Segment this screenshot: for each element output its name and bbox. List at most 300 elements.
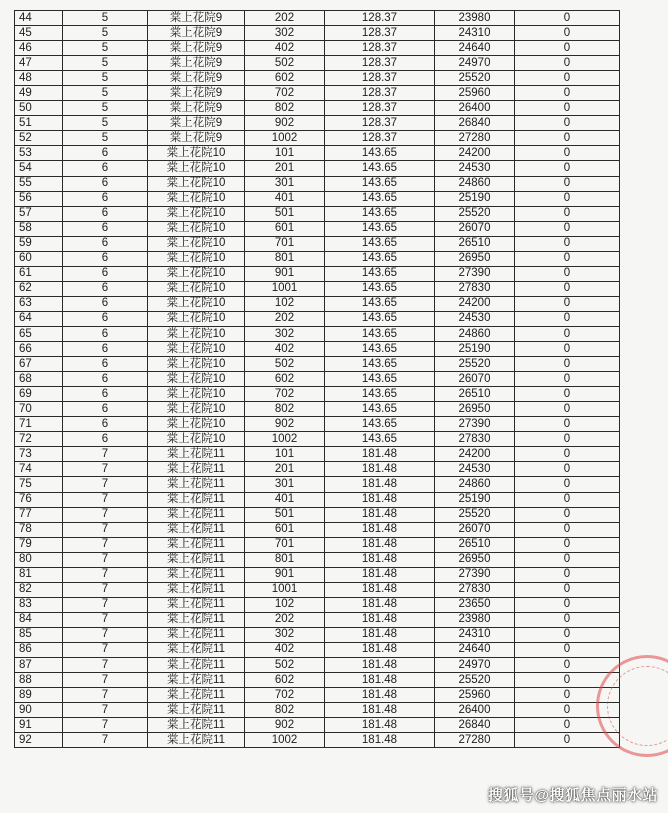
cell-extra-value: 0 [515, 432, 620, 447]
cell-area: 143.65 [325, 251, 435, 266]
cell-unit-price: 25520 [435, 673, 515, 688]
cell-row-number: 80 [15, 552, 63, 567]
cell-unit-number: 202 [245, 612, 325, 627]
cell-extra-value: 0 [515, 387, 620, 402]
cell-unit-number: 701 [245, 537, 325, 552]
table-row [15, 432, 620, 447]
cell-area: 181.48 [325, 522, 435, 537]
cell-project-name: 棠上花院10 [148, 387, 245, 402]
cell-unit-price: 23650 [435, 597, 515, 612]
cell-unit-price: 26510 [435, 537, 515, 552]
cell-building: 6 [63, 432, 148, 447]
cell-row-number: 57 [15, 206, 63, 221]
cell-area: 181.48 [325, 673, 435, 688]
cell-unit-price: 26510 [435, 387, 515, 402]
cell-unit-number: 801 [245, 552, 325, 567]
cell-extra-value: 0 [515, 56, 620, 71]
cell-extra-value: 0 [515, 417, 620, 432]
cell-area: 128.37 [325, 56, 435, 71]
cell-extra-value: 0 [515, 507, 620, 522]
cell-unit-price: 27830 [435, 281, 515, 296]
cell-row-number: 51 [15, 116, 63, 131]
cell-area: 143.65 [325, 357, 435, 372]
table-row [15, 522, 620, 537]
cell-unit-price: 24310 [435, 627, 515, 642]
cell-row-number: 78 [15, 522, 63, 537]
table-row [15, 296, 620, 311]
cell-unit-price: 27280 [435, 131, 515, 146]
cell-project-name: 棠上花院11 [148, 582, 245, 597]
cell-project-name: 棠上花院9 [148, 56, 245, 71]
cell-building: 7 [63, 537, 148, 552]
cell-building: 7 [63, 658, 148, 673]
cell-unit-price: 24530 [435, 462, 515, 477]
table-row [15, 507, 620, 522]
cell-building: 7 [63, 507, 148, 522]
cell-unit-number: 602 [245, 673, 325, 688]
table-row [15, 417, 620, 432]
cell-unit-price: 26510 [435, 236, 515, 251]
table-body [15, 11, 620, 748]
table-row [15, 101, 620, 116]
cell-unit-number: 902 [245, 417, 325, 432]
cell-area: 143.65 [325, 372, 435, 387]
cell-unit-price: 24860 [435, 326, 515, 341]
cell-project-name: 棠上花院11 [148, 718, 245, 733]
cell-unit-number: 702 [245, 688, 325, 703]
cell-extra-value: 0 [515, 86, 620, 101]
cell-building: 5 [63, 86, 148, 101]
cell-unit-number: 902 [245, 718, 325, 733]
cell-area: 181.48 [325, 492, 435, 507]
cell-area: 181.48 [325, 567, 435, 582]
cell-building: 6 [63, 387, 148, 402]
table-row [15, 447, 620, 462]
cell-unit-number: 202 [245, 311, 325, 326]
cell-unit-number: 501 [245, 507, 325, 522]
cell-row-number: 58 [15, 221, 63, 236]
cell-area: 181.48 [325, 447, 435, 462]
cell-extra-value: 0 [515, 357, 620, 372]
cell-building: 7 [63, 673, 148, 688]
cell-project-name: 棠上花院11 [148, 703, 245, 718]
cell-unit-number: 801 [245, 251, 325, 266]
table-row [15, 733, 620, 748]
cell-area: 128.37 [325, 11, 435, 26]
cell-project-name: 棠上花院10 [148, 342, 245, 357]
cell-extra-value: 0 [515, 146, 620, 161]
table-row [15, 11, 620, 26]
cell-building: 6 [63, 296, 148, 311]
cell-row-number: 65 [15, 326, 63, 341]
cell-unit-price: 25960 [435, 86, 515, 101]
cell-extra-value: 0 [515, 281, 620, 296]
table-row [15, 161, 620, 176]
cell-unit-price: 27280 [435, 733, 515, 748]
cell-unit-number: 602 [245, 71, 325, 86]
cell-area: 181.48 [325, 597, 435, 612]
cell-building: 7 [63, 582, 148, 597]
cell-area: 181.48 [325, 688, 435, 703]
cell-unit-price: 26070 [435, 221, 515, 236]
cell-building: 7 [63, 627, 148, 642]
cell-project-name: 棠上花院11 [148, 522, 245, 537]
table-row [15, 342, 620, 357]
cell-building: 7 [63, 567, 148, 582]
cell-building: 6 [63, 326, 148, 341]
table-row [15, 402, 620, 417]
cell-project-name: 棠上花院11 [148, 477, 245, 492]
cell-area: 181.48 [325, 718, 435, 733]
cell-project-name: 棠上花院10 [148, 417, 245, 432]
cell-row-number: 71 [15, 417, 63, 432]
cell-extra-value: 0 [515, 176, 620, 191]
cell-row-number: 48 [15, 71, 63, 86]
cell-extra-value: 0 [515, 688, 620, 703]
cell-unit-price: 26400 [435, 703, 515, 718]
cell-extra-value: 0 [515, 537, 620, 552]
cell-unit-price: 24860 [435, 477, 515, 492]
cell-row-number: 90 [15, 703, 63, 718]
cell-row-number: 73 [15, 447, 63, 462]
cell-row-number: 77 [15, 507, 63, 522]
cell-building: 6 [63, 251, 148, 266]
cell-unit-price: 26070 [435, 522, 515, 537]
cell-unit-number: 802 [245, 101, 325, 116]
cell-unit-number: 302 [245, 26, 325, 41]
cell-unit-number: 1002 [245, 131, 325, 146]
cell-extra-value: 0 [515, 703, 620, 718]
cell-row-number: 89 [15, 688, 63, 703]
cell-unit-number: 201 [245, 462, 325, 477]
table-row [15, 537, 620, 552]
cell-area: 181.48 [325, 733, 435, 748]
cell-unit-number: 101 [245, 447, 325, 462]
cell-unit-number: 102 [245, 296, 325, 311]
cell-row-number: 82 [15, 582, 63, 597]
cell-extra-value: 0 [515, 447, 620, 462]
cell-building: 7 [63, 492, 148, 507]
price-table [14, 10, 620, 748]
cell-project-name: 棠上花院10 [148, 191, 245, 206]
cell-area: 143.65 [325, 326, 435, 341]
cell-unit-price: 26070 [435, 372, 515, 387]
cell-building: 6 [63, 266, 148, 281]
cell-extra-value: 0 [515, 402, 620, 417]
cell-extra-value: 0 [515, 627, 620, 642]
cell-building: 5 [63, 71, 148, 86]
table-row [15, 146, 620, 161]
cell-project-name: 棠上花院10 [148, 402, 245, 417]
cell-project-name: 棠上花院9 [148, 41, 245, 56]
cell-area: 143.65 [325, 221, 435, 236]
cell-project-name: 棠上花院10 [148, 432, 245, 447]
cell-row-number: 92 [15, 733, 63, 748]
cell-extra-value: 0 [515, 733, 620, 748]
cell-project-name: 棠上花院10 [148, 311, 245, 326]
cell-unit-price: 27390 [435, 266, 515, 281]
table-row [15, 627, 620, 642]
cell-unit-number: 302 [245, 326, 325, 341]
cell-row-number: 56 [15, 191, 63, 206]
cell-unit-number: 601 [245, 221, 325, 236]
cell-area: 128.37 [325, 86, 435, 101]
cell-project-name: 棠上花院11 [148, 658, 245, 673]
cell-extra-value: 0 [515, 26, 620, 41]
cell-building: 6 [63, 402, 148, 417]
cell-extra-value: 0 [515, 342, 620, 357]
cell-row-number: 46 [15, 41, 63, 56]
cell-building: 5 [63, 26, 148, 41]
cell-unit-price: 25520 [435, 357, 515, 372]
cell-extra-value: 0 [515, 221, 620, 236]
cell-building: 7 [63, 642, 148, 657]
cell-unit-price: 24640 [435, 642, 515, 657]
cell-area: 143.65 [325, 146, 435, 161]
cell-project-name: 棠上花院10 [148, 251, 245, 266]
cell-extra-value: 0 [515, 11, 620, 26]
table-row [15, 372, 620, 387]
cell-row-number: 50 [15, 101, 63, 116]
cell-row-number: 91 [15, 718, 63, 733]
cell-unit-price: 23980 [435, 612, 515, 627]
cell-unit-number: 1002 [245, 733, 325, 748]
cell-building: 7 [63, 447, 148, 462]
table-row [15, 56, 620, 71]
cell-row-number: 88 [15, 673, 63, 688]
cell-area: 128.37 [325, 41, 435, 56]
cell-area: 143.65 [325, 296, 435, 311]
cell-row-number: 49 [15, 86, 63, 101]
cell-row-number: 81 [15, 567, 63, 582]
table-row [15, 191, 620, 206]
table-row [15, 688, 620, 703]
cell-project-name: 棠上花院11 [148, 688, 245, 703]
cell-area: 181.48 [325, 462, 435, 477]
cell-building: 5 [63, 41, 148, 56]
cell-extra-value: 0 [515, 462, 620, 477]
cell-extra-value: 0 [515, 326, 620, 341]
cell-extra-value: 0 [515, 116, 620, 131]
cell-project-name: 棠上花院10 [148, 221, 245, 236]
cell-unit-number: 401 [245, 191, 325, 206]
table-row [15, 718, 620, 733]
cell-extra-value: 0 [515, 71, 620, 86]
cell-extra-value: 0 [515, 522, 620, 537]
cell-unit-price: 25960 [435, 688, 515, 703]
cell-row-number: 69 [15, 387, 63, 402]
cell-extra-value: 0 [515, 236, 620, 251]
cell-area: 128.37 [325, 71, 435, 86]
cell-project-name: 棠上花院10 [148, 146, 245, 161]
cell-project-name: 棠上花院10 [148, 236, 245, 251]
cell-building: 7 [63, 552, 148, 567]
table-row [15, 41, 620, 56]
cell-area: 143.65 [325, 266, 435, 281]
table-row [15, 251, 620, 266]
table-row [15, 281, 620, 296]
cell-unit-number: 502 [245, 658, 325, 673]
cell-area: 181.48 [325, 477, 435, 492]
cell-building: 6 [63, 357, 148, 372]
cell-building: 7 [63, 522, 148, 537]
cell-unit-number: 301 [245, 477, 325, 492]
table-row [15, 357, 620, 372]
cell-row-number: 85 [15, 627, 63, 642]
table-row [15, 567, 620, 582]
cell-area: 143.65 [325, 281, 435, 296]
cell-extra-value: 0 [515, 612, 620, 627]
cell-unit-price: 27390 [435, 417, 515, 432]
cell-row-number: 86 [15, 642, 63, 657]
cell-project-name: 棠上花院11 [148, 537, 245, 552]
cell-unit-price: 24640 [435, 41, 515, 56]
cell-area: 128.37 [325, 116, 435, 131]
cell-unit-number: 1001 [245, 582, 325, 597]
cell-building: 6 [63, 191, 148, 206]
cell-row-number: 79 [15, 537, 63, 552]
cell-unit-number: 402 [245, 41, 325, 56]
table-row [15, 236, 620, 251]
cell-building: 5 [63, 131, 148, 146]
cell-project-name: 棠上花院10 [148, 281, 245, 296]
table-row [15, 86, 620, 101]
cell-unit-number: 601 [245, 522, 325, 537]
cell-building: 7 [63, 612, 148, 627]
cell-row-number: 67 [15, 357, 63, 372]
cell-area: 181.48 [325, 612, 435, 627]
table-row [15, 477, 620, 492]
cell-unit-price: 27830 [435, 582, 515, 597]
cell-row-number: 87 [15, 658, 63, 673]
cell-project-name: 棠上花院11 [148, 552, 245, 567]
cell-unit-price: 27830 [435, 432, 515, 447]
cell-unit-number: 301 [245, 176, 325, 191]
cell-unit-number: 802 [245, 703, 325, 718]
cell-unit-number: 402 [245, 642, 325, 657]
cell-row-number: 83 [15, 597, 63, 612]
cell-extra-value: 0 [515, 266, 620, 281]
cell-unit-price: 27390 [435, 567, 515, 582]
cell-building: 6 [63, 372, 148, 387]
cell-unit-price: 26950 [435, 552, 515, 567]
cell-project-name: 棠上花院9 [148, 116, 245, 131]
cell-extra-value: 0 [515, 492, 620, 507]
cell-unit-price: 25190 [435, 492, 515, 507]
cell-extra-value: 0 [515, 131, 620, 146]
cell-unit-number: 602 [245, 372, 325, 387]
cell-row-number: 76 [15, 492, 63, 507]
table-row [15, 597, 620, 612]
cell-unit-price: 26840 [435, 116, 515, 131]
cell-unit-price: 23980 [435, 11, 515, 26]
table-row [15, 658, 620, 673]
cell-extra-value: 0 [515, 206, 620, 221]
table-row [15, 116, 620, 131]
cell-area: 128.37 [325, 131, 435, 146]
cell-area: 143.65 [325, 236, 435, 251]
cell-extra-value: 0 [515, 101, 620, 116]
cell-unit-number: 302 [245, 627, 325, 642]
cell-unit-price: 26840 [435, 718, 515, 733]
cell-unit-number: 502 [245, 56, 325, 71]
cell-area: 143.65 [325, 176, 435, 191]
cell-unit-price: 25520 [435, 206, 515, 221]
cell-row-number: 52 [15, 131, 63, 146]
cell-unit-price: 25520 [435, 71, 515, 86]
cell-unit-price: 24530 [435, 161, 515, 176]
cell-unit-number: 901 [245, 266, 325, 281]
cell-project-name: 棠上花院9 [148, 26, 245, 41]
cell-row-number: 68 [15, 372, 63, 387]
table-row [15, 221, 620, 236]
table-row [15, 703, 620, 718]
cell-building: 6 [63, 281, 148, 296]
cell-building: 6 [63, 146, 148, 161]
cell-area: 143.65 [325, 402, 435, 417]
table-row [15, 131, 620, 146]
table-row [15, 71, 620, 86]
cell-unit-number: 201 [245, 161, 325, 176]
cell-unit-number: 401 [245, 492, 325, 507]
cell-extra-value: 0 [515, 296, 620, 311]
table-row [15, 311, 620, 326]
cell-extra-value: 0 [515, 191, 620, 206]
cell-row-number: 55 [15, 176, 63, 191]
cell-area: 143.65 [325, 387, 435, 402]
cell-area: 181.48 [325, 552, 435, 567]
cell-project-name: 棠上花院9 [148, 71, 245, 86]
cell-project-name: 棠上花院9 [148, 131, 245, 146]
table-row [15, 326, 620, 341]
cell-unit-number: 202 [245, 11, 325, 26]
cell-project-name: 棠上花院11 [148, 733, 245, 748]
table-row [15, 206, 620, 221]
cell-row-number: 64 [15, 311, 63, 326]
cell-building: 7 [63, 688, 148, 703]
cell-area: 181.48 [325, 627, 435, 642]
cell-project-name: 棠上花院9 [148, 86, 245, 101]
cell-extra-value: 0 [515, 642, 620, 657]
cell-project-name: 棠上花院10 [148, 326, 245, 341]
cell-unit-number: 1001 [245, 281, 325, 296]
cell-unit-number: 1002 [245, 432, 325, 447]
cell-extra-value: 0 [515, 582, 620, 597]
cell-extra-value: 0 [515, 251, 620, 266]
cell-project-name: 棠上花院11 [148, 612, 245, 627]
cell-building: 5 [63, 116, 148, 131]
table-row [15, 673, 620, 688]
cell-extra-value: 0 [515, 718, 620, 733]
cell-extra-value: 0 [515, 161, 620, 176]
cell-unit-price: 26950 [435, 402, 515, 417]
cell-project-name: 棠上花院10 [148, 357, 245, 372]
table-row [15, 266, 620, 281]
cell-unit-price: 24310 [435, 26, 515, 41]
cell-project-name: 棠上花院10 [148, 176, 245, 191]
cell-building: 6 [63, 161, 148, 176]
cell-extra-value: 0 [515, 673, 620, 688]
cell-building: 6 [63, 221, 148, 236]
cell-unit-price: 24970 [435, 56, 515, 71]
cell-project-name: 棠上花院11 [148, 507, 245, 522]
cell-building: 6 [63, 176, 148, 191]
cell-unit-price: 26400 [435, 101, 515, 116]
cell-extra-value: 0 [515, 477, 620, 492]
cell-unit-number: 102 [245, 597, 325, 612]
cell-project-name: 棠上花院10 [148, 206, 245, 221]
cell-building: 7 [63, 703, 148, 718]
